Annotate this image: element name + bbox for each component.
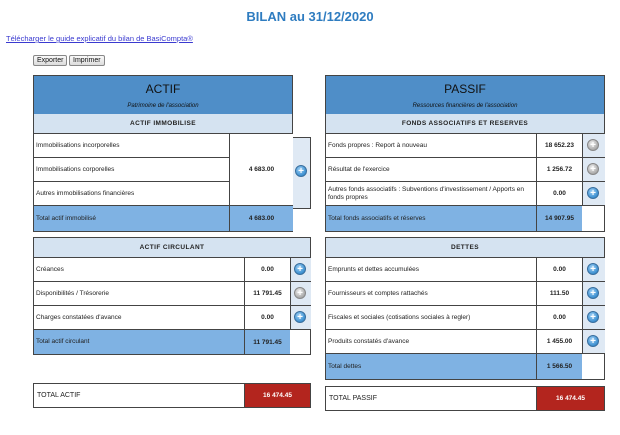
table-row — [34, 282, 244, 306]
passif-title: PASSIF — [444, 82, 486, 96]
row-value: 1 455.00 — [536, 330, 582, 354]
plus-icon-disabled: + — [294, 287, 306, 299]
dettes-header: DETTES — [326, 238, 604, 258]
table-row — [326, 258, 536, 282]
print-button[interactable]: Imprimer — [69, 55, 105, 66]
immobilise-icon-cell — [293, 137, 311, 209]
table-row — [34, 182, 229, 206]
plus-icon[interactable]: + — [587, 187, 599, 199]
row-label: Produits constatés d'avance — [328, 337, 410, 345]
page-title: BILAN au 31/12/2020 — [246, 9, 374, 24]
total-actif-box — [33, 383, 311, 408]
actif-title: ACTIF — [145, 82, 181, 96]
actif-subtitle: Patrimoine de l'association — [127, 103, 199, 109]
actif-circulant-panel — [33, 237, 311, 355]
row-value: 0.00 — [536, 306, 582, 330]
row-label: Fonds propres : Report à nouveau — [328, 141, 428, 149]
plus-icon[interactable]: + — [294, 311, 306, 323]
row-label: Autres fonds associatifs : Subventions d'investissement / Apports en fonds propres — [328, 185, 524, 201]
plus-icon[interactable]: + — [294, 263, 306, 275]
row-value: 111.50 — [536, 282, 582, 306]
total-label: Total actif immobilisé — [36, 214, 96, 222]
plus-icon[interactable]: + — [295, 165, 307, 177]
row-value: 0.00 — [244, 258, 290, 282]
total-passif-box — [325, 386, 605, 411]
total-passif-value: 16 474.45 — [536, 386, 605, 411]
passif-panel — [325, 75, 605, 232]
total-passif-label: TOTAL PASSIF — [329, 395, 377, 402]
row-value: 0.00 — [244, 306, 290, 330]
table-row — [326, 282, 536, 306]
total-value: 1 566.50 — [536, 354, 582, 379]
fonds-header: FONDS ASSOCIATIFS ET RESERVES — [326, 114, 604, 134]
actif-immobilise-header: ACTIF IMMOBILISE — [34, 114, 292, 134]
total-row — [34, 206, 229, 231]
plus-icon[interactable]: + — [587, 263, 599, 275]
total-value: 14 907.95 — [536, 206, 582, 231]
export-button[interactable]: Exporter — [33, 55, 67, 66]
plus-icon-disabled: + — [587, 163, 599, 175]
passif-header — [326, 76, 604, 115]
plus-icon[interactable]: + — [587, 287, 599, 299]
row-label: Disponibilités / Trésorerie — [36, 289, 109, 297]
row-label: Fiscales et sociales (cotisations sociales à regler) — [328, 313, 471, 321]
table-row — [326, 306, 536, 330]
row-value: 11 791.45 — [244, 282, 290, 306]
actif-circulant-header: ACTIF CIRCULANT — [34, 238, 310, 258]
table-row — [326, 158, 536, 182]
table-row — [34, 158, 229, 182]
table-row — [34, 134, 229, 158]
total-label: Total fonds associatifs et réserves — [328, 214, 426, 222]
row-value: 0.00 — [536, 258, 582, 282]
passif-subtitle: Ressources financières de l'association — [412, 103, 518, 109]
total-actif-value: 16 474.45 — [244, 383, 311, 408]
total-value: 4 683.00 — [229, 206, 293, 231]
row-value: 0.00 — [536, 182, 582, 206]
table-row — [34, 258, 244, 282]
total-row — [326, 354, 536, 379]
dettes-panel — [325, 237, 605, 380]
row-label: Immobilisations corporelles — [36, 165, 115, 173]
total-row — [326, 206, 536, 231]
total-label: Total dettes — [328, 362, 362, 370]
total-value: 11 791.45 — [244, 330, 290, 354]
total-actif-label: TOTAL ACTIF — [37, 392, 81, 399]
plus-icon-disabled: + — [587, 139, 599, 151]
immobilise-value: 4 683.00 — [229, 134, 293, 206]
row-label: Résultat de l'exercice — [328, 165, 390, 173]
row-label: Créances — [36, 265, 64, 273]
row-label: Emprunts et dettes accumulées — [328, 265, 420, 273]
row-label: Charges constatées d'avance — [36, 313, 122, 321]
actif-panel — [33, 75, 293, 232]
table-row — [326, 182, 536, 206]
plus-icon[interactable]: + — [587, 311, 599, 323]
row-value: 18 652.23 — [536, 134, 582, 158]
row-label: Immobilisations incorporelles — [36, 141, 120, 149]
table-row — [326, 134, 536, 158]
guide-download-link[interactable]: Télécharger le guide explicatif du bilan de BasiCompta® — [6, 34, 193, 43]
plus-icon[interactable]: + — [587, 335, 599, 347]
table-row — [34, 306, 244, 330]
row-label: Fournisseurs et comptes rattachés — [328, 289, 428, 297]
total-row — [34, 330, 244, 354]
row-value: 1 256.72 — [536, 158, 582, 182]
row-label: Autres immobilisations financières — [36, 189, 135, 197]
total-label: Total actif circulant — [36, 338, 90, 345]
actif-header — [34, 76, 292, 115]
table-row — [326, 330, 536, 354]
